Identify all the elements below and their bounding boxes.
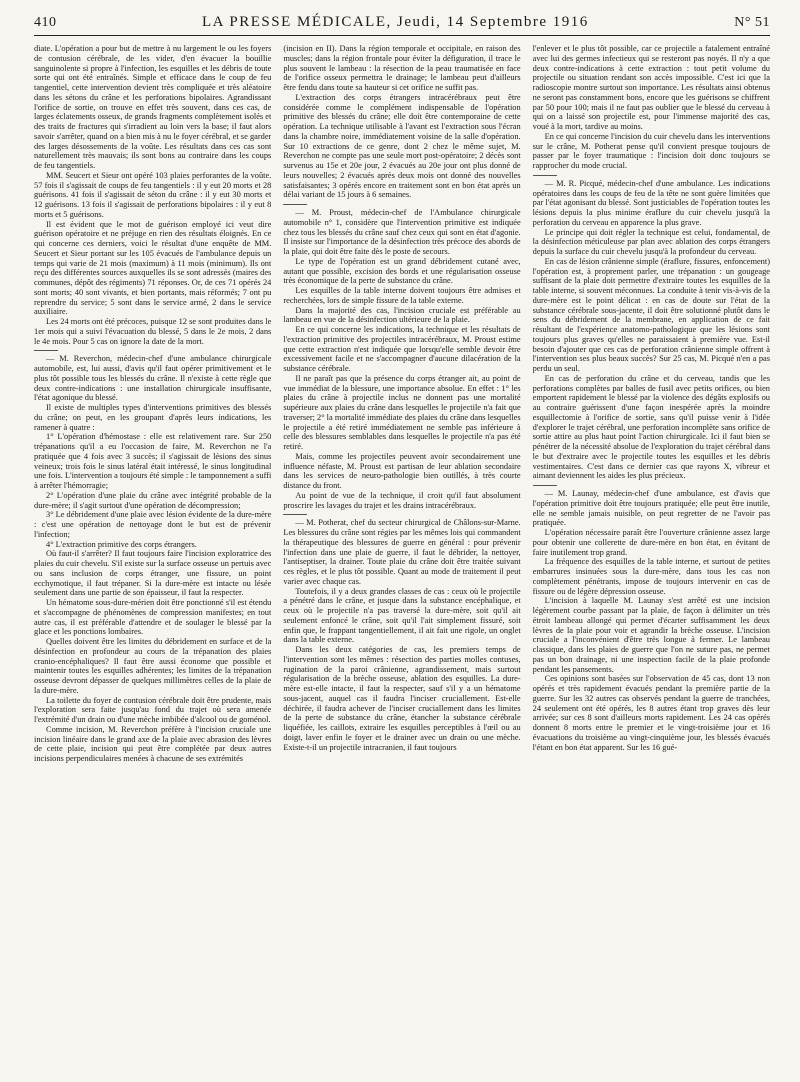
paragraph: Au point de vue de la technique, il croit qu'il faut absolument proscrire les lavages du trajet et les drains intracérébraux. [283, 490, 521, 510]
paragraph: La fréquence des esquilles de la table interne, et surtout de petites embarrures insinuées sous la dure-mère, dans tous les cas non complètement pénétrants, impose de toujours intervenir en cas de fissure ou de légère dépression osseuse. [532, 557, 770, 596]
paragraph: Il ne paraît pas que la présence du corps étranger ait, au point de vue immédiat de la blessure, une importance absolue. En effet : 1° les plaies du crâne à projectile inclus ne donnent pas une mortalité supérieure aux plaies du crâne dans lesquelles le projectile n'a fait que traverser; 2° la mortalité immédiate des plaies du crâne dans lesquelles le projectile a été retiré immédiatement ne semble pas inférieure à celle des blessures semblables dans lesquelles le projectile n'a pas été retiré. [283, 373, 521, 451]
paragraph: En ce qui concerne les indications, la technique et les résultats de l'extraction primitive des projectiles intracérébraux, M. Proust estime que cette extraction n'est indiquée que lorsqu'elle semble devoir être excessivement facile et ne s'accompagner d'aucune dilacération de la substance cérébrale. [283, 325, 521, 373]
paragraph: — M. Launay, médecin-chef d'une ambulance, est d'avis que l'opération primitive doit être toujours pratiquée; elle peut être inutile, elle ne semble jamais nuisible, on peut regretter de ne l'avoir pas pratiquée. [532, 489, 770, 528]
paragraph: L'opération nécessaire paraît être l'ouverture crânienne assez large pour obtenir une collerette de dure-mère en bon état, en évitant de faire inutilement trop grand. [532, 528, 770, 557]
paragraph: En cas de lésion crânienne simple (éraflure, fissures, enfoncement) l'opération est, à proprement parler, une trépanation : un gougeage suffisant de la plaie doit permettre d'extraire toutes les esquilles de la table interne, si souvent méconnues. La conduite à tenir vis-à-vis de la dure-mère est le point délicat : en cas de doute sur l'état de la substance cérébrale sous-jacente, il doit être solutionné plutôt dans le sens du débridement de la membrane, en application de ce fait résultant de l'expérience anatomo-pathologique que les lésions sont toujours plus graves qu'elles ne paraissaient à première vue. Est-il besoin d'ajouter que ces cas de perforation crânienne simple offrent à l'intervention ses plus beaux succès? Sur 25 cas, M. Picqué n'en a pas perdu un seul. [532, 256, 770, 373]
paragraph: Le type de l'opération est un grand débridement cutané avec, autant que possible, excision des bords et une régularisation osseuse très économique de la perte de substance du crâne. [283, 256, 521, 286]
paragraph: (incision en II). Dans la région temporale et occipitale, en raison des muscles; dans la région frontale pour éviter la défiguration, il trace le plus souvent le lambeau : la résection de la peau traumatisée en face de l'orifice osseux permettra le drainage; le lambeau peut d'ailleurs être fendu dans toute sa hauteur si cet orifice ne suffit pas. [283, 44, 521, 92]
paragraph: 4° L'extraction primitive des corps étrangers. [46, 539, 197, 549]
journal-title: LA PRESSE MÉDICALE, Jeudi, 14 Septembre 1916 [201, 14, 589, 30]
paragraph: diate. L'opération a pour but de mettre à nu largement le ou les foyers de contusion cérébrale, de les vider, d'en évacuer la bouillie sanguinolente si propre à l'infection, les esquilles et les débris de toute sorte qui ont été entraînés. Simple et efficace dans le coup de feu tangentiel, cette intervention devient très compliquée et très aléatoire dans les sétons du crâne et les perforations bipolaires. Agrandissant l'orifice de sortie, on trouve en effet très souvent, dans ces cas, de larges éclatements osseux, de grands fragments complètement isolés et des traits de fractures qui s'irradient au loin vers la base; il faut alors savoir s'arrêter, quand on a bien mis à nu le foyer cérébral, et se garder des larges désossements de la voûte. Les résultats dans ces cas sont naturellement très mauvais; ils sont bons au contraire dans les coups de feu tangentiels. [34, 44, 272, 170]
paragraph: L'incision à laquelle M. Launay s'est arrêté est une incision légèrement courbe passant par la plaie, de façon à délimiter un très étroit lambeau allongé qui permet d'écarter suffisamment les deux lèvres de la plaie pour voir et agrandir la brèche osseuse. L'incision cruciale a l'inconvénient d'être très longue à fermer. Le lambeau classique, dans les plaies de guerre que l'on ne suture pas, ne permet pas un bon drainage, ni une inspection facile de la plaie profonde pendant les pansements. [532, 596, 770, 674]
paragraph: En cas de perforation du crâne et du cerveau, tandis que les perforations complètes par balles de fusil avec petits orifices, ou bien emportent rapidement le blessé par la violence des dégâts explosifs ou au contraire guérissent d'une façon inespérée après la moindre esquillectomie à l'orifice de sortie, sans qu'il puisse venir à l'idée d'explorer le trajet cérébral, une perforation incomplète sans orifice de sortie attire au plus haut point l'action chirurgicale. Ici il faut bien se pénétrer de la nécessité absolue de l'exploration du trajet cérébral dans le but d'extraire avec le projectile toutes les esquilles et les débris vestimentaires. C'est dans ce dernier cas que rayons X, vibreur et aimant deviennent les aides les plus précieux. [532, 373, 770, 481]
paragraph: 3° Le débridement d'une plaie avec lésion évidente de la dure-mère : c'est une opération de nettoyage dont le but est de prévenir l'infection; [34, 510, 272, 539]
paragraph: — M. Potherat, chef du secteur chirurgical de Châlons-sur-Marne. Les blessures du crâne sont régies par les mêmes lois qui commandent la thérapeutique des blessures de guerre en général : pour prévenir l'infection dans une plaie de guerre, il faut le débrider, la nettoyer, l'antiseptiser, la drainer. Toute plaie du crâne doit être traitée suivant ces règles, et le plus tôt possible. Quant au mode de traitement il peut varier avec chaque cas. [283, 518, 521, 586]
column-3 [533, 44, 770, 1074]
paragraph: Le principe qui doit régler la technique est celui, fondamental, de la désinfection méticuleuse par plan avec ablation des corps étrangers depuis la surface du cuir chevelu jusqu'à la profondeur du cerveau. [532, 227, 770, 256]
paragraph: Dans les deux catégories de cas, les premiers temps de l'intervention sont les mêmes : résection des parties molles contuses, rugination de la paroi crânienne, agrandissement, mais surtout régularisation de la brèche osseuse, ablation des esquilles. La dure-mère est-elle intacte, il faut la respecter, sauf s'il y a un hématome sous-jacent, auquel cas il faudra l'inciser cruciallement. Est-elle déchirée, il faudra achever de l'inciser cruciallement dans les limites de la perte de substance du crâne, étancher la substance cérébrale liquéfiée, les caillots, extraire les esquilles perceptibles à l'œil ou au doigt, laver enfin le foyer et le drainer avec un drain ou une mèche. Existe-t-il un projectile intracranien, il faut toujours [283, 645, 521, 752]
issue-number: N° 51 [734, 15, 770, 30]
paragraph: Dans la majorité des cas, l'incision cruciale est préférable au lambeau en vue de la désinfection ultérieure de la plaie. [283, 305, 521, 325]
paragraph: 1° L'opération d'hémostase : elle est relativement rare. Sur 250 trépanations qu'il a eu l'occasion de faire, M. Reverchon ne l'a pratiquée que 4 fois avec 3 succès; il s'agissait de lésions des sinus veineux; trois fois le sinus latéral était intéressé, le sinus longitudinal une fois. L'intervention a toujours été simple : le tamponnement a suffi à arrêter l'hémorragie; [34, 432, 272, 490]
paragraph: En ce qui concerne l'incision du cuir chevelu dans les interventions sur le crâne, M. Potherat pense qu'il convient presque toujours de passer par le foyer traumatique : l'incision doit donc toujours se rapprocher du mode crucial. [532, 131, 770, 170]
text-columns [34, 44, 770, 1074]
paragraph: La toilette du foyer de contusion cérébrale doit être prudente, mais l'exploration sera faite jusqu'au fond du trajet où sera amenée l'extrémité d'un drain ou d'une mèche imbibée d'alcool ou de goménol. [34, 695, 272, 724]
paragraph: 2° L'opération d'une plaie du crâne avec intégrité probable de la dure-mère; il s'agit surtout d'une opération de décompression; [34, 490, 272, 510]
paragraph: — M. Reverchon, médecin-chef d'une ambulance chirurgicale automobile, est, lui aussi, d'avis qu'il faut opérer primitivement et le plus tôt possible tous les blessés du crâne. Il n'existe à cette règle que deux contre-indications : une installation chirurgicale insuffisante, l'état agonique du blessé. [34, 354, 272, 403]
section-separator [533, 175, 557, 176]
section-separator [533, 485, 557, 486]
paragraph: Ces opinions sont basées sur l'observation de 45 cas, dont 13 non opérés et très rapidement évacués pendant la première partie de la guerre. Sur les 32 autres cas observés pendant la guerre de tranchées, 24 seulement ont été opérés, les 8 autres étant trop graves dès leur arrivée; sur ces 8 sont d'ailleurs morts rapidement. Les 24 cas opérés donnent 8 morts entre le premier et le vingt-troisième jour et 16 évacuations du troisième au vingt-cinquième jour, les blessés évacués l'étant en bon état apparent. Sur les 16 gué- [532, 674, 770, 752]
section-separator [34, 350, 58, 351]
paragraph: Mais, comme les projectiles peuvent avoir secondairement une influence néfaste, M. Proust est partisan de leur ablation secondaire dans les services de neuro-pathologie bien outillés, à très courte distance du front. [283, 451, 521, 490]
paragraph: — M. Proust, médecin-chef de l'Ambulance chirurgicale automobile n° 1, considère que l'intervention primitive est indiquée chez tous les blessés du crâne sauf chez ceux qui sont en état d'agonie. Il insiste sur l'importance de la désinfection très précoce des abords de la plaie, qui doit être faite dès le poste de secours. [283, 208, 521, 256]
paragraph: MM. Seucert et Sieur ont opéré 103 plaies perforantes de la voûte. 57 fois il s'agissait de coups de feu tangentiels : il y eut 20 morts et 28 guérisons. 41 fois il s'agissait de séton du crâne : il y eut 30 morts et 12 guérisons. 13 fois il s'agissait de perforations bipolaires : il y eut 8 morts et 5 guérisons. [34, 170, 272, 219]
paragraph: Toutefois, il y a deux grandes classes de cas : ceux où le projectile a pénétré dans le crâne, et jusque dans la substance encéphalique, et ceux où le projectile n'a pas traversé la dure-mère, soit qu'il ait seulement enfoncé le crâne, soit qu'il l'ait simplement fissuré, soit enfin que, le frappant tangentiellement, il ait fait une rigole, un onglet dans la table externe. [283, 586, 521, 645]
section-separator [283, 204, 307, 205]
paragraph: Où faut-il s'arrêter? Il faut toujours faire l'incision exploratrice des plaies du cuir chevelu. S'il existe sur la surface osseuse un pertuis avec ou sans inclusion de corps étranger, une fissure, un point ecchymotique, il faut trépaner. Si la dure-mère est intacte ou lésée seulement dans une partie de son épaisseur, il faut la respecter. [34, 549, 272, 598]
column-1 [34, 44, 271, 1074]
page-header [34, 14, 770, 36]
paragraph: l'enlever et le plus tôt possible, car ce projectile a fatalement entraîné avec lui des germes infectieux qui se resteront pas noyés. Il n'y a que deux contre-indications à cette extraction : tout petit volume du projectile ou situation rendant son accès impossible. C'est ici que la radioscopie montre surtout son importance. Les résultats ainsi obtenus ne seront pas constamment bons, encore que les guérisons se chiffrent par 50 pour 100; mais il ne faut pas oublier que le blessé du cerveau à qui on a laissé son projectile est, pour l'immense majorité des cas, voué à la mort, tardive au moins. [532, 44, 770, 131]
section-separator [283, 514, 307, 515]
paragraph: Quelles doivent être les limites du débridement en surface et de la désinfection en profondeur au cours de la trépanation des plaies cranio-encéphaliques? Il faut être aussi économe que possible et maintenir toutes les esquilles adhérentes; les limites de la trépanation osseuse devront dépasser de quelques millimètres celles de la plaie de la dure-mère. [34, 637, 272, 695]
paragraph: Il existe de multiples types d'interventions primitives des blessés du crâne; on peut, en les groupant d'après leurs indications, les ramener à quatre : [34, 403, 272, 432]
paragraph: L'extraction des corps étrangers intracérébraux peut être considérée comme le complément indispensable de l'opération primitive des blessés du crâne; elle doit être contemporaine de cette opération. La technique utilisable à l'avant est l'extraction sous l'écran dans la chambre noire, immédiatement voisine de la salle d'opération. Sur 10 extractions de ce genre, dont 2 chez le même sujet, M. Reverchon ne compte pas une seule mort post-opératoire; 2 décès sont survenus au 15e et 20e jour, 2 évacués au 20e jour ont plus donné de leurs nouvelles; 2 évacués après deux mois ont donné des nouvelles satisfaisantes; 3 opérés encore en traitement sont en bon état après un délai variant de 15 jours à 6 semaines. [283, 92, 521, 200]
paragraph: Un hématome sous-dure-mérien doit être ponctionné s'il est étendu et s'accompagne de phénomènes de compression manifestes; en tout autre cas, il est préférable d'attendre et de soulager le blessé par la glace et les ponctions lombaires. [34, 598, 272, 637]
paragraph: — M. R. Picqué, médecin-chef d'une ambulance. Les indications opératoires dans les coups de feu de la tête ne sont guère limitées que par l'état agonisant du blessé. Sont justiciables de l'opération toutes les lésions depuis la plus minime éraflure du cuir chevelu jusqu'à la perforation du cerveau en apparence la plus grave. [532, 178, 770, 227]
paragraph: Les esquilles de la table interne doivent toujours être admises et recherchées, lors de simple fissure de la table externe. [283, 286, 521, 305]
column-2 [283, 44, 520, 1074]
page-number: 410 [34, 15, 57, 30]
paragraph: Comme incision, M. Reverchon préfère à l'incision cruciale une incision linéaire dans le grand axe de la plaie avec abrasion des lèvres de cette plaie, incision qui peut être complétée par deux autres incisions perpendiculaires menées à chacune de ses extrémités [34, 724, 272, 763]
paragraph: Les 24 morts ont été précoces, puisque 12 se sont produites dans le 1er mois qui a suivi l'évacuation du blessé, 5 dans le 2e mois, 2 dans le 4e mois. Pour 5 cas on ignore la date de la mort. [34, 317, 272, 346]
paragraph: Il est évident que le mot de guérison employé ici veut dire guérison opératoire et ne préjuge en rien des résultats éloignés. En ce qui concerne ces derniers, voici le résultat d'une enquête de MM. Seucert et Sieur portant sur les 105 évacués de l'ambulance depuis un temps qui varie de 21 mois (maximum) à 11 mois (minimum). Ils ont reçu des différentes sources auxquelles ils se sont adressés (maires des communes, dépôt des régiments) 71 réponses. Or, de ces 71 opérés 24 sont morts; 40 sont vivants, et bien portants, mais réformés; 7 ont pu reprendre du service; 5 sont dans le service armé, 2 dans le service auxiliaire. [34, 219, 272, 317]
